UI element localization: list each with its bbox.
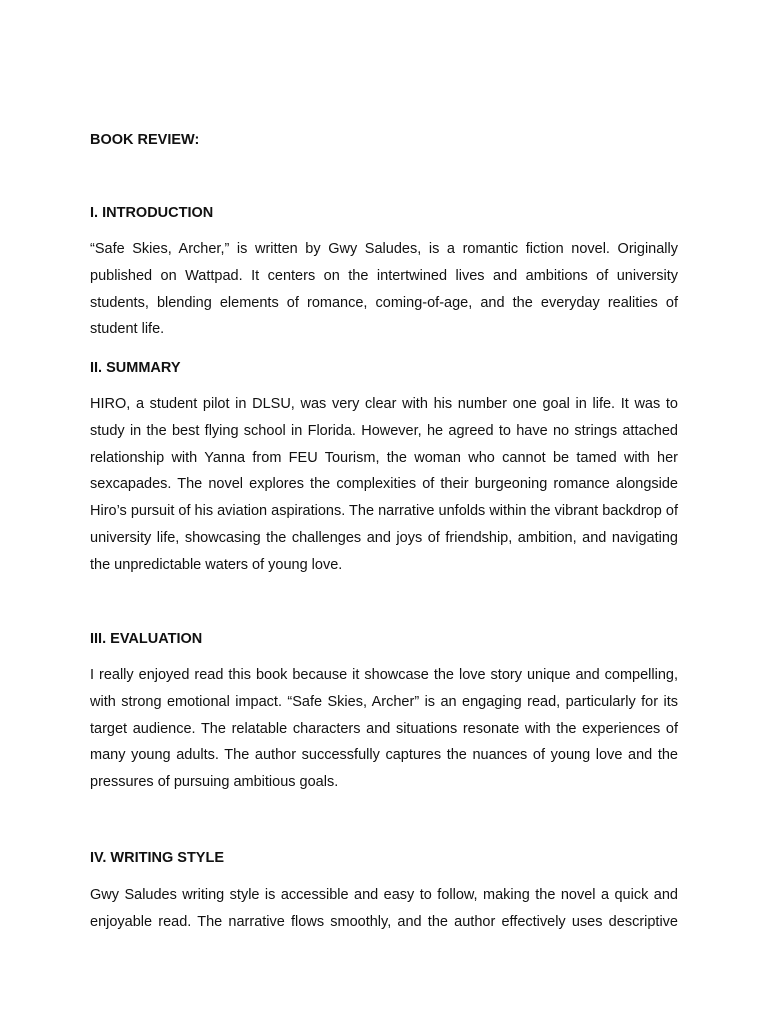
section-body-writing-style: Gwy Saludes writing style is accessible and easy to follow, making the novel a quick and enjoyable read. The narrative flows smoothly, and the author effectively uses descriptive xyxy=(90,887,678,930)
document-title: BOOK REVIEW: xyxy=(90,132,200,148)
section-heading-writing-style: IV. WRITING STYLE xyxy=(90,850,225,866)
section-heading-summary: II. SUMMARY xyxy=(90,360,181,376)
section-body-summary: HIRO, a student pilot in DLSU, was very clear with his number one goal in life. It was to study in the best flying school in Florida. However, he agreed to have no strings attached relationship with Yanna from FEU Tourism, the woman who cannot be tamed with her sexcapades. The novel explores the complexities of their burgeoning romance alongside Hiro’s pursuit of his aviation aspirations. The narrative unfolds within the vibrant backdrop of university life, showcasing the challenges and joys of friendship, ambition, and navigating the unpredictable waters of young love. xyxy=(90,396,678,573)
section-body-evaluation: I really enjoyed read this book because it showcase the love story unique and compelling, with strong emotional impact. “Safe Skies, Archer” is an engaging read, particularly for its target audience. The relatable characters and situations resonate with the experiences of many young adults. The author successfully captures the nuances of young love and the pressures of pursuing ambitious goals. xyxy=(90,667,678,791)
section-body-introduction: “Safe Skies, Archer,” is written by Gwy Saludes, is a romantic fiction novel. Originally published on Wattpad. It centers on the intertwined lives and ambitions of university students, blending elements of romance, coming-of-age, and the everyday realities of student life. xyxy=(90,241,678,338)
section-heading-evaluation: III. EVALUATION xyxy=(90,631,203,647)
section-heading-introduction: I. INTRODUCTION xyxy=(90,205,214,221)
